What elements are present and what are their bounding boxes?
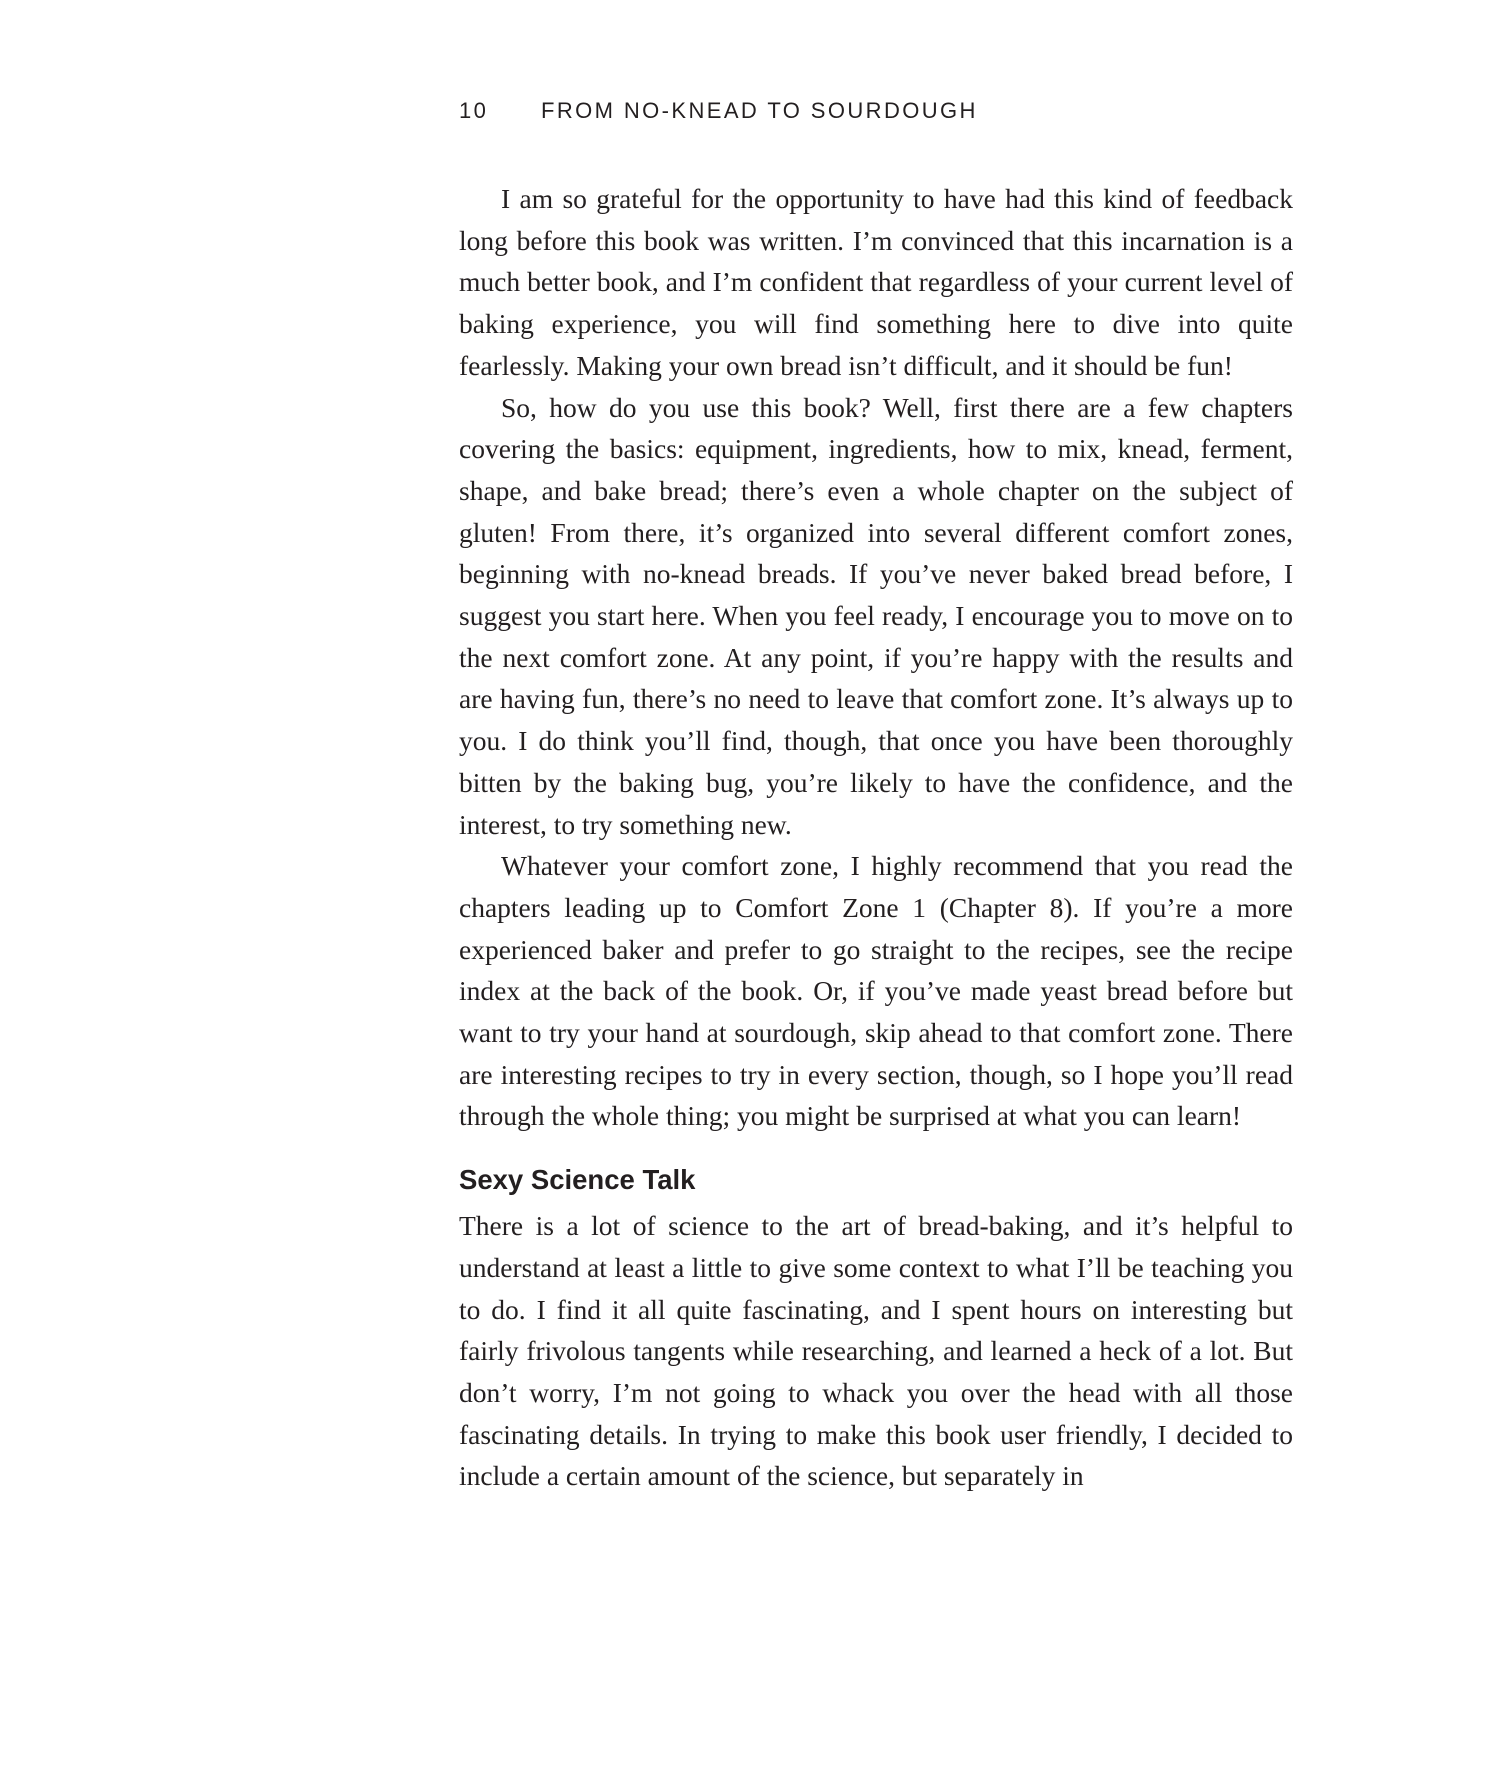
section-heading: Sexy Science Talk bbox=[459, 1164, 696, 1196]
running-head bbox=[459, 96, 978, 126]
paragraph: I am so grateful for the opportunity to have had this kind of feedback long before this book was written. I’m convinced that this incarnation is a much better book, and I’m confident that regardless of your current level of baking experience, you will find something here to dive into quite fearlessly. Making your own bread isn’t difficult, and it should be fun! bbox=[459, 183, 1293, 381]
body-text bbox=[459, 178, 1293, 1497]
page-number: 10 bbox=[459, 98, 489, 123]
paragraph: There is a lot of science to the art of bread-baking, and it’s helpful to understand at least a little to give some context to what I’ll be teaching you to do. I find it all quite fascinating, and I spent hours on interesting but fairly frivolous tangents while researching, and learned a heck of a lot. But don’t worry, I’m not going to whack you over the head with all those fascinating details. In trying to make this book user friendly, I decided to include a certain amount of the science, but separately in bbox=[459, 1210, 1293, 1492]
paragraph: So, how do you use this book? Well, first there are a few chapters covering the basics: equipment, ingredients, how to mix, knead, ferment, shape, and bake bread; there’s even a whole chapter on the subject of gluten! From there, it’s organized into several different comfort zones, beginning with no-knead breads. If you’ve never baked bread before, I suggest you start here. When you feel ready, I encourage you to move on to the next comfort zone. At any point, if you’re happy with the results and are having fun, there’s no need to leave that comfort zone. It’s always up to you. I do think you’ll find, though, that once you have been thoroughly bitten by the baking bug, you’re likely to have the confidence, and the interest, to try something new. bbox=[459, 391, 1293, 840]
paragraph: Whatever your comfort zone, I highly recommend that you read the chapters leading up to Comfort Zone 1 (Chapter 8). If you’re a more experienced baker and prefer to go straight to the recipes, see the recipe index at the back of the book. Or, if you’ve made yeast bread before but want to try your hand at sourdough, skip ahead to that comfort zone. There are interesting recipes to try in every section, though, so I hope you’ll read through the whole thing; you might be surprised at what you can learn! bbox=[459, 850, 1293, 1132]
book-title: FROM NO-KNEAD TO SOURDOUGH bbox=[541, 98, 978, 123]
